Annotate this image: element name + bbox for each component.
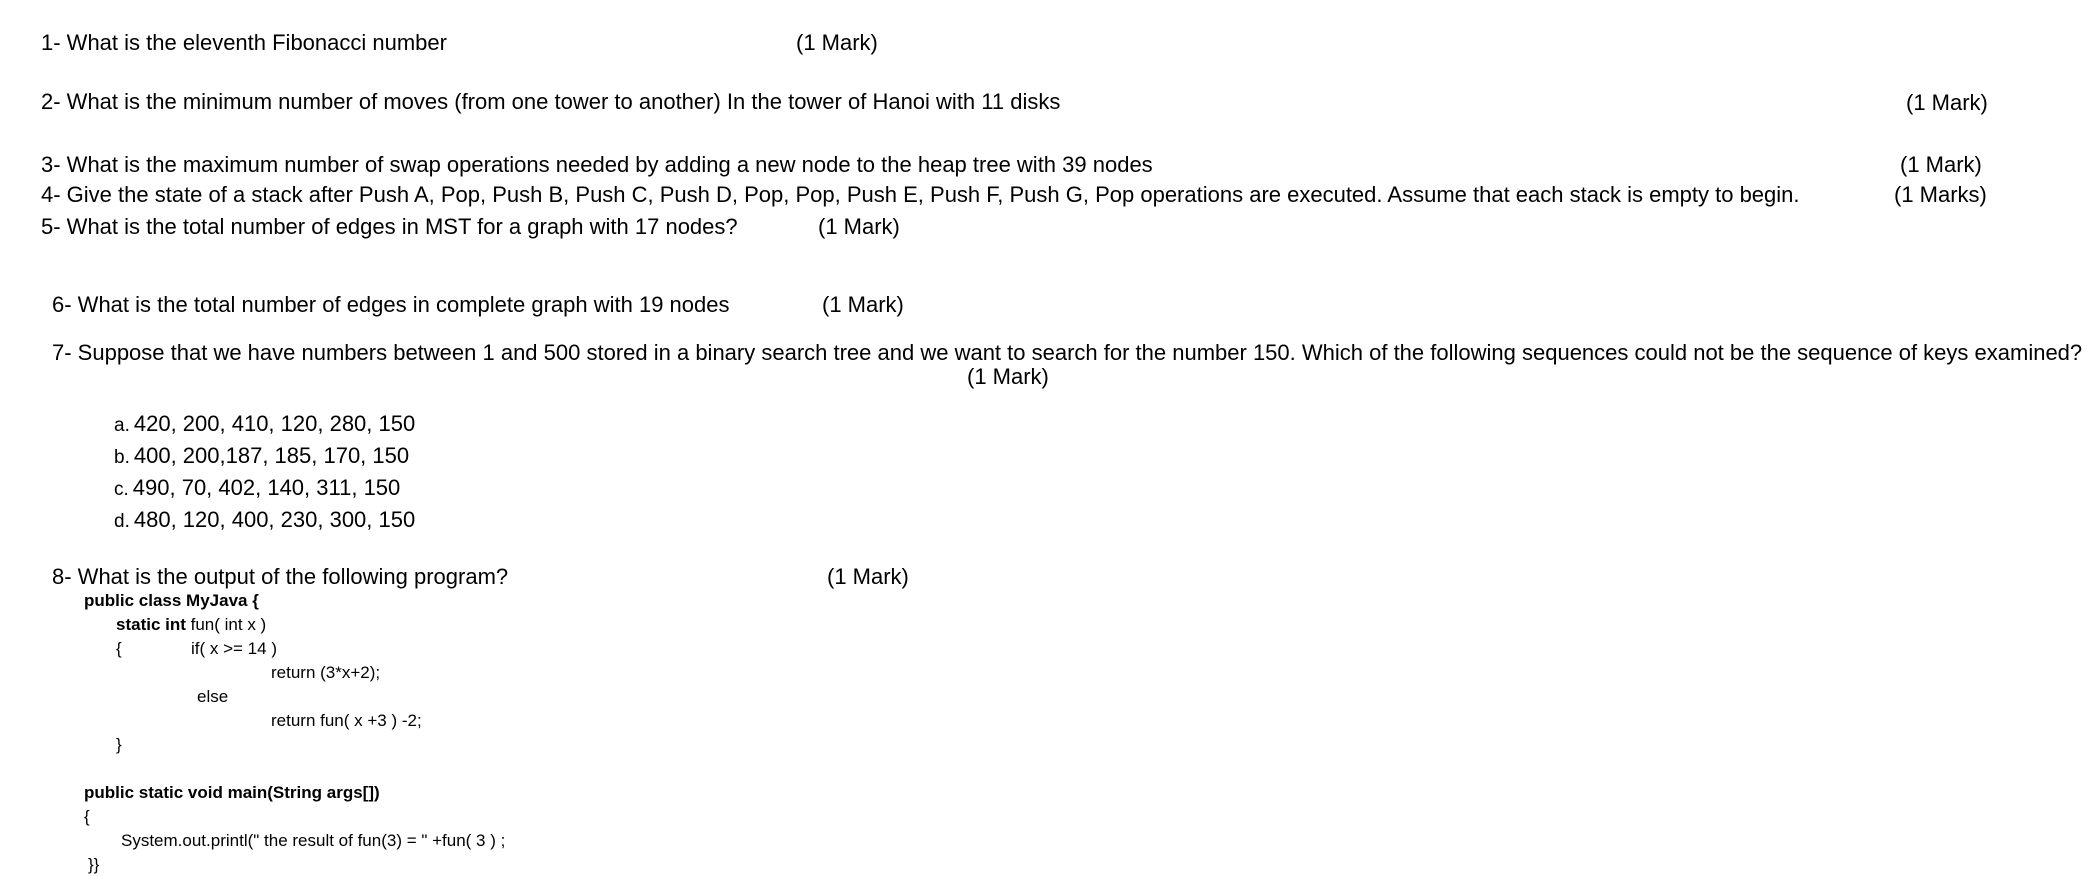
question-6-mark: (1 Mark) [822, 292, 904, 317]
question-2-mark: (1 Mark) [1906, 90, 1988, 115]
question-5: 5- What is the total number of edges in MST for a graph with 17 nodes? [41, 214, 738, 239]
question-3: 3- What is the maximum number of swap operations needed by adding a new node to the heap tree with 39 nodes [41, 152, 1153, 177]
question-4-mark: (1 Marks) [1894, 182, 1987, 207]
code-return-2: return fun( x +3 ) -2; [271, 711, 422, 730]
question-2: 2- What is the minimum number of moves (from one tower to another) In the tower of Hanoi with 11 disks [41, 89, 1061, 114]
code-main-open-brace: { [84, 807, 90, 826]
code-else-line: else [197, 687, 229, 706]
question-8-mark: (1 Mark) [827, 564, 909, 589]
code-method-keywords: static int [116, 615, 186, 634]
question-4: 4- Give the state of a stack after Push A, Pop, Push B, Push C, Push D, Pop, Pop, Push E, Push F, Push G, Pop operations are executed. Assume that each stack is empty to begin. [41, 182, 1800, 207]
option-d [114, 507, 415, 535]
option-text: 420, 200, 410, 120, 280, 150 [133, 411, 416, 436]
question-7: 7- Suppose that we have numbers between 1 and 500 stored in a binary search tree and we want to search for the number 150. Which of the following sequences could not be the sequence of keys examined? [52, 340, 2083, 365]
question-6: 6- What is the total number of edges in complete graph with 19 nodes [52, 292, 730, 317]
question-5-mark: (1 Mark) [818, 214, 900, 239]
code-close-brace: } [116, 735, 122, 754]
option-label: b. [114, 447, 130, 468]
option-text: 400, 200,187, 185, 170, 150 [133, 443, 410, 468]
code-final-close: }} [88, 855, 100, 874]
option-text: 480, 120, 400, 230, 300, 150 [133, 507, 416, 532]
question-3-mark: (1 Mark) [1900, 152, 1982, 177]
code-main-declaration: public static void main(String args[]) [84, 783, 380, 802]
code-return-1: return (3*x+2); [271, 663, 381, 682]
option-a [114, 411, 415, 439]
question-1: 1- What is the eleventh Fibonacci number [41, 30, 447, 55]
option-label: d. [114, 511, 130, 532]
code-class-declaration: public class MyJava { [84, 591, 259, 610]
option-text: 490, 70, 402, 140, 311, 150 [132, 475, 401, 500]
option-label: a. [114, 415, 130, 436]
question-8: 8- What is the output of the following program? [52, 564, 509, 589]
code-if-line: if( x >= 14 ) [191, 639, 277, 658]
option-c [114, 475, 400, 503]
option-label: c. [114, 479, 129, 500]
option-b [114, 443, 409, 471]
code-method-signature [116, 615, 266, 635]
code-print-line: System.out.printl(" the result of fun(3) = " +fun( 3 ) ; [121, 831, 506, 850]
question-7-mark: (1 Mark) [967, 364, 1049, 389]
code-open-brace: { [116, 639, 122, 658]
code-method-name: fun( int x ) [185, 615, 267, 634]
question-1-mark: (1 Mark) [796, 30, 878, 55]
